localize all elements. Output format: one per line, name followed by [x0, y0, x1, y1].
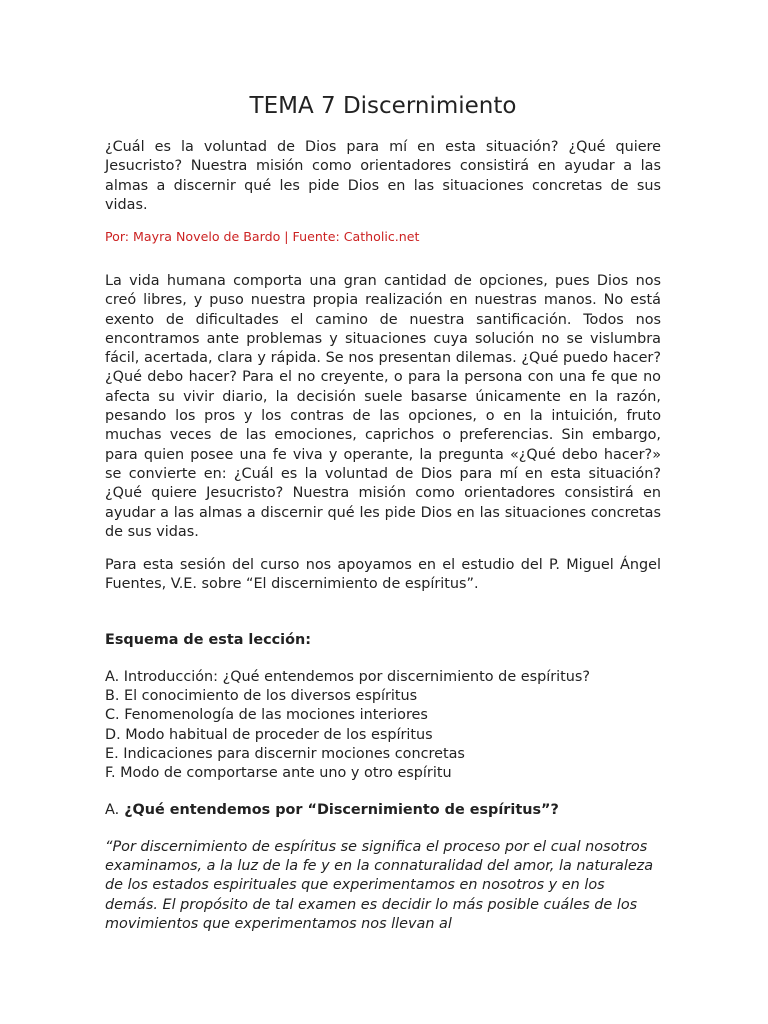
outline-heading: Esquema de esta lección:: [105, 632, 311, 648]
outline-item-b: B. El conocimiento de los diversos espíritus: [105, 688, 418, 705]
intro-paragraph: ¿Cuál es la voluntad de Dios para mí en esta situación? ¿Qué quiere Jesucristo? Nuestra misión como orientadores consistirá en ayudar a las almas a discernir qué les pide Dios en las situaciones concretas de sus vidas.: [105, 139, 661, 213]
document-title: TEMA 7 Discernimiento: [249, 93, 517, 119]
body-paragraph-1: La vida humana comporta una gran cantidad de opciones, pues Dios nos creó libres, y puso nuestra propia realización en nuestras manos. No está exento de dificultades el camino de nuestra santificación. Todos nos encontramos ante problemas y situaciones cuya solución no se vislumbra fácil, acertada, clara y rápida. Se nos presentan dilemas. ¿Qué puedo hacer? ¿Qué debo hacer? Para el no creyente, o para la persona con una fe que no afecta su vivir diario, la decisión suele basarse únicamente en la razón, pesando los pros y los contras de las opciones, o en la intuición, fruto muchas veces de las emociones, caprichos o preferencias. Sin embargo, para quien posee una fe viva y operante, la pregunta «¿Qué debo hacer?» se convierte en: ¿Cuál es la voluntad de Dios para mí en esta situación? ¿Qué quiere Jesucristo? Nuestra misión como orientadores consistirá en ayudar a las almas a discernir qué les pide Dios en las situaciones concretas de sus vidas.: [105, 273, 661, 540]
outline-item-f: F. Modo de comportarse ante uno y otro espíritu: [105, 765, 452, 782]
outline-item-e: E. Indicaciones para discernir mociones concretas: [105, 745, 465, 762]
outline-list: [105, 668, 590, 783]
section-a-heading: [105, 800, 559, 820]
outline-item-c: C. Fenomenología de las mociones interiores: [105, 707, 428, 724]
section-a-title: ¿Qué entendemos por “Discernimiento de espíritus”?: [124, 802, 559, 818]
author-source-byline: Por: Mayra Novelo de Bardo | Fuente: Catholic.net: [105, 229, 420, 244]
outline-item-d: D. Modo habitual de proceder de los espíritus: [105, 726, 433, 743]
section-a-prefix: A.: [105, 802, 120, 818]
definition-quote: “Por discernimiento de espíritus se significa el proceso por el cual nosotros examinamos, a la luz de la fe y en la connaturalidad del amor, la naturaleza de los estados espirituales que experimentamos en nosotros y en los demás. El propósito de tal examen es decidir lo más posible cuáles de los movimientos que experimentamos nos llevan al: [105, 839, 654, 932]
outline-item-a: A. Introducción: ¿Qué entendemos por discernimiento de espíritus?: [105, 669, 591, 685]
body-paragraph-2: Para esta sesión del curso nos apoyamos en el estudio del P. Miguel Ángel Fuentes, V.E. sobre “El discernimiento de espíritus”.: [105, 557, 661, 593]
